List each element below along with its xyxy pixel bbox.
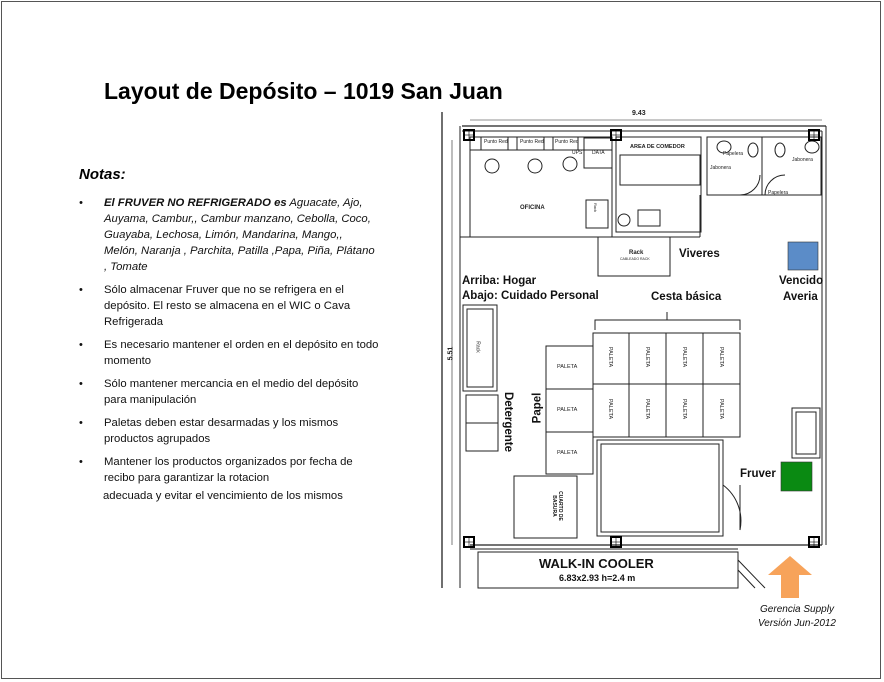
note-item-fruver-bold: El FRUVER NO REFRIGERADO es (104, 197, 287, 209)
cesta-basica-label: Cesta básica (651, 291, 722, 303)
footer-department: Gerencia Supply (760, 604, 834, 615)
jabonera-right-label: Jabonera (792, 157, 813, 163)
pallet-label: PALETA (557, 364, 578, 370)
pallet-label: PALETA (557, 450, 578, 456)
papelera-left-label: Papelera (723, 151, 744, 157)
walk-in-cooler-label: WALK-IN COOLER (539, 556, 654, 571)
pallet-label: PALETA (681, 346, 688, 368)
small-rack-label: Rack (593, 202, 599, 213)
rack-viveres-sublabel: CABLEADO RACK (620, 257, 650, 261)
comedor-label: AREA DE COMEDOR (630, 144, 685, 150)
oficina-label: OFICINA (520, 205, 545, 211)
punto-red-label: Punto Red (520, 139, 544, 145)
left-rack-label: Rack (474, 341, 481, 353)
note-item: • Sólo almacenar Fruver que no se refrigera en el depósito. El resto se almacena en el WIC o Cava Refrigerada (79, 282, 379, 330)
pallet-label: PALETA (718, 398, 725, 420)
pallet-label: PALETA (644, 346, 651, 368)
rack-viveres-label: Rack (629, 250, 644, 256)
papel-label: Papel (531, 392, 544, 424)
cuarto-basura-label: CUARTO DE BASURA (551, 491, 563, 521)
pallet-label: PALETA (681, 398, 688, 420)
pallet-label: PALETA (607, 398, 614, 420)
pallet-label: PALETA (557, 407, 578, 413)
punto-red-label: Punto Red (484, 139, 508, 145)
note-item: • Mantener los productos organizados por fecha de recibo para garantizar la rotacion (79, 454, 379, 486)
data-label: DATA (592, 150, 605, 156)
detergente-label: Detergente (502, 391, 515, 453)
note-item: • Sólo mantener mercancia en el medio del depósito para manipulación (79, 376, 379, 408)
note-item-fruver-list: Aguacate, Ajo, Auyama, Cambur,, Cambur manzano, Cebolla, Coco, Guayaba, Lechosa, Limón, Mandarina, Mango,, Melón, Naranja , Parchita, Patilla ,Papa, Piña, Plátano , Tomate (104, 197, 375, 273)
pallet-label: PALETA (644, 398, 651, 420)
pallet-label: PALETA (718, 346, 725, 368)
pallet-label: PALETA (607, 346, 614, 368)
jabonera-left-label: Jabonera (710, 165, 731, 171)
walk-in-cooler-dims: 6.83x2.93 h=2.4 m (559, 573, 636, 583)
ups-label: UPS (572, 150, 583, 156)
page-title: Layout de Depósito – 1019 San Juan (104, 78, 503, 104)
note-item-continuation: adecuada y evitar el vencimiento de los mismos (103, 490, 343, 502)
entrance-arrow-icon (768, 556, 812, 598)
footer-version: Versión Jun-2012 (757, 618, 836, 629)
note-item: • Es necesario mantener el orden en el depósito en todo momento (79, 337, 379, 369)
vencido-label: Vencido (779, 275, 824, 287)
notes-heading: Notas: (79, 166, 126, 183)
abajo-cuidado-label: Abajo: Cuidado Personal (462, 290, 599, 302)
fruver-zone (781, 462, 812, 491)
papelera-right-label: Papelera (768, 190, 789, 196)
note-item: • Paletas deben estar desarmadas y los mismos productos agrupados (79, 415, 379, 447)
punto-red-label: Punto Red (555, 139, 579, 145)
dim-width: 9.43 (632, 110, 646, 117)
arriba-hogar-label: Arriba: Hogar (462, 275, 537, 287)
fruver-label: Fruver (740, 468, 776, 480)
dim-height: 5.51 (447, 346, 455, 361)
viveres-label: Viveres (679, 248, 720, 260)
averia-label: Averia (783, 291, 818, 303)
vencido-averia-zone (788, 242, 818, 270)
